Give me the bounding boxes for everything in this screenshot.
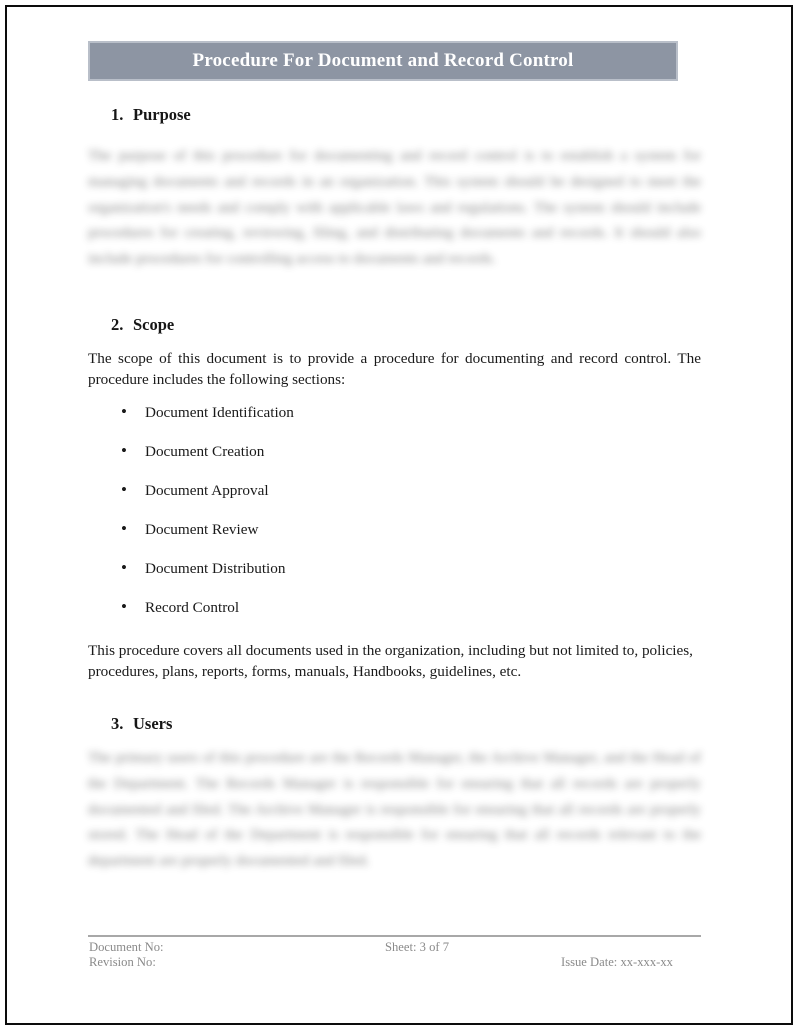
section-heading-scope <box>111 315 174 335</box>
list-item: • Document Creation <box>88 440 688 479</box>
document-title: Procedure For Document and Record Control <box>192 49 574 71</box>
footer-document-no: Document No: <box>89 940 164 954</box>
section-heading-users <box>111 714 172 734</box>
scope-intro-paragraph: The scope of this document is to provide a procedure for documenting and record control. The procedure includes the following sections: <box>88 350 701 389</box>
footer-revision-no: Revision No: <box>89 955 156 969</box>
list-item: • Document Identification <box>88 401 688 440</box>
scope-outro-paragraph: This procedure covers all documents used in the organization, including but not limited to, policies, procedures, plans, reports, forms, manuals, Handbooks, guidelines, etc. <box>88 642 693 681</box>
section-heading-purpose <box>111 105 191 125</box>
document-title-banner <box>88 41 678 81</box>
footer-issue-date: Issue Date: xx-xxx-xx <box>561 955 673 969</box>
users-body-redacted: The primary users of this procedure are the Records Manager, the Archive Manager, and the Head of the Department. The Records Manager is responsible for ensuring that all records are properly documented and filed. The Archive Manager is responsible for ensuring that all records are properly stored. The Head of the Department is responsible for ensuring that all records relevant to the department are properly documented and filed. <box>88 750 701 870</box>
footer-divider <box>88 935 701 937</box>
section-title-1: Purpose <box>133 105 191 124</box>
section-number-2: 2. <box>111 315 124 334</box>
section-title-2: Scope <box>133 315 175 334</box>
section-number-3: 3. <box>111 714 124 733</box>
scope-bullet-list <box>88 401 688 635</box>
section-number-1: 1. <box>111 105 124 124</box>
purpose-body-redacted: The purpose of this procedure for documenting and record control is to establish a system for managing documents and records in an organization. This system should be designed to meet the organization's needs and comply with applicable laws and regulations. The system should include procedures for creating, reviewing, filing, and distributing documents and records. It should also include procedures for controlling access to documents and records. <box>88 148 701 268</box>
list-item: • Document Distribution <box>88 557 688 596</box>
section-title-3: Users <box>133 714 173 733</box>
list-item: • Document Review <box>88 518 688 557</box>
list-item: • Document Approval <box>88 479 688 518</box>
list-item: • Record Control <box>88 596 688 635</box>
footer-sheet-number: Sheet: 3 of 7 <box>385 940 450 954</box>
